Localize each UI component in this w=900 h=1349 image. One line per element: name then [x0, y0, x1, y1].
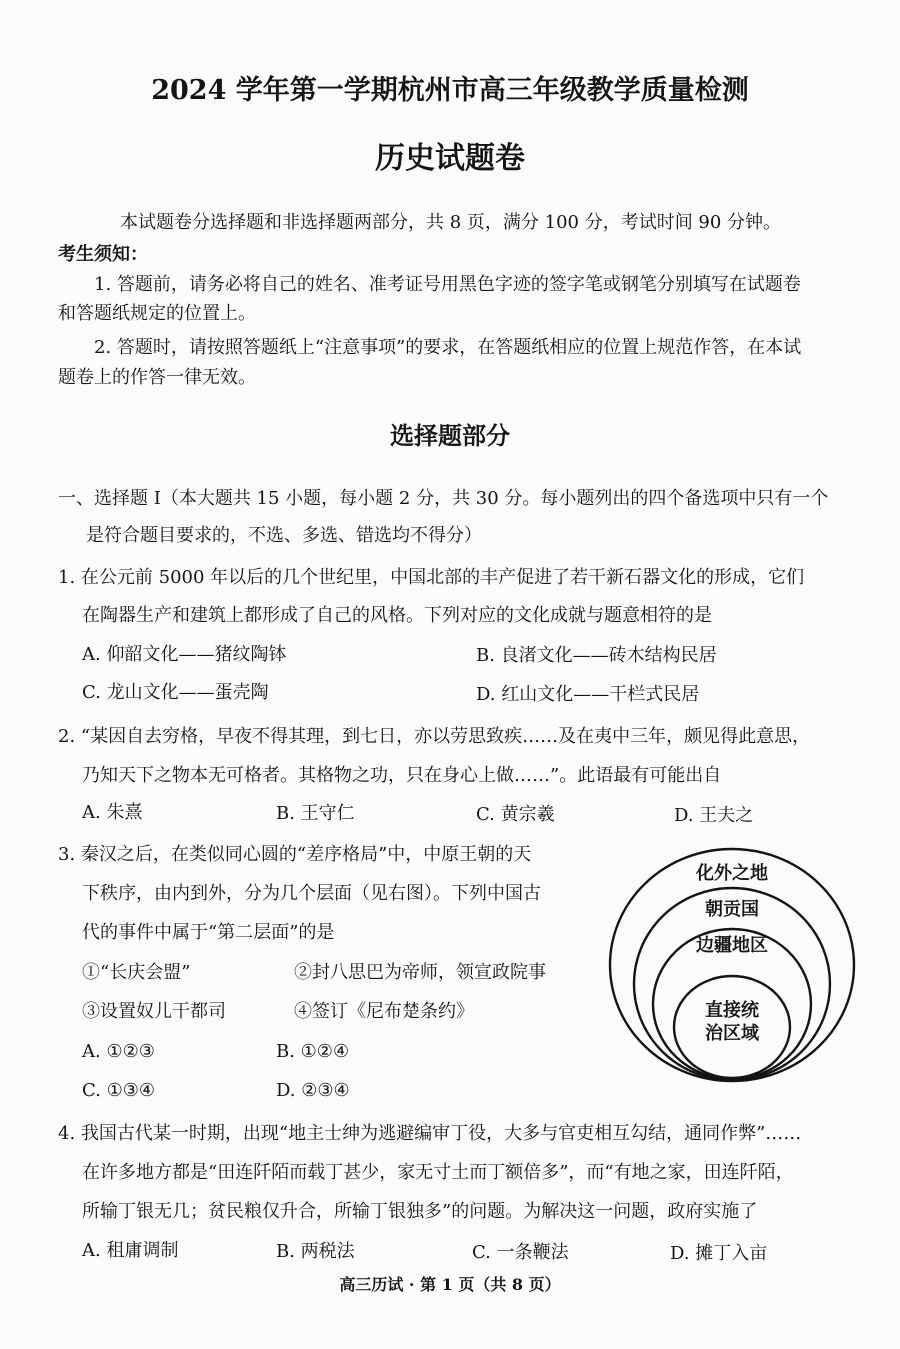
- q4-stem-line3: 所输丁银无几；贫民粮仅升合，所输丁银独多”的问题。为解决这一问题，政府实施了: [82, 1201, 758, 1222]
- q3-option-b: B. ①②④: [276, 1041, 350, 1062]
- q1-stem-line1: 1. 在公元前 5000 年以后的几个世纪里，中国北部的丰产促进了若干新石器文化的形成，它们: [58, 567, 805, 588]
- part1-instructions-line2: 是符合题目要求的，不选、多选、错选均不得分）: [86, 525, 482, 546]
- concentric-order-diagram: [606, 845, 858, 1085]
- label-core-line2: 治区域: [705, 1023, 759, 1044]
- label-ring-2: 朝贡国: [705, 899, 759, 920]
- q1-option-d: D. 红山文化——干栏式民居: [476, 684, 700, 705]
- q2-option-a: A. 朱熹: [82, 802, 143, 823]
- q3-option-c: C. ①③④: [82, 1080, 155, 1101]
- q1-option-c: C. 龙山文化——蛋壳陶: [82, 682, 269, 703]
- label-ring-3: 边疆地区: [696, 935, 768, 956]
- notice-heading: 考生须知：: [58, 244, 148, 265]
- subject-title: 历史试题卷: [375, 141, 525, 176]
- exam-title: 2024 学年第一学期杭州市高三年级教学质量检测: [151, 75, 749, 106]
- q1-stem-line2: 在陶器生产和建筑上都形成了自己的风格。下列对应的文化成就与题意相符的是: [82, 605, 712, 626]
- notice-1-line2: 和答题纸规定的位置上。: [58, 303, 256, 324]
- q3-item-2: ②封八思巴为帝师，领宣政院事: [294, 962, 546, 983]
- exam-summary: 本试题卷分选择题和非选择题两部分，共 8 页，满分 100 分，考试时间 90 分钟。: [120, 212, 782, 233]
- q4-stem-line2: 在许多地方都是“田连阡陌而载丁甚少，家无寸土而丁额倍多”，而“有地之家，田连阡陌，: [82, 1162, 794, 1183]
- section-heading: 选择题部分: [390, 421, 510, 450]
- notice-1-line1: 1. 答题前，请务必将自己的姓名、准考证号用黑色字迹的签字笔或钢笔分别填写在试题卷: [94, 274, 801, 295]
- q3-item-3: ③设置奴儿干都司: [82, 1001, 226, 1022]
- q3-stem-line2: 下秩序，由内到外，分为几个层面（见右图）。下列中国古: [82, 883, 541, 904]
- part1-instructions-line1: 一、选择题 Ⅰ（本大题共 15 小题，每小题 2 分，共 30 分。每小题列出的四个备选项中只有一个: [58, 488, 829, 509]
- label-core-line1: 直接统: [705, 1000, 759, 1021]
- q3-option-d: D. ②③④: [276, 1080, 350, 1101]
- q1-option-b: B. 良渚文化——砖木结构民居: [476, 645, 717, 666]
- q2-option-d: D. 王夫之: [674, 805, 754, 826]
- q1-option-a: A. 仰韶文化——猪纹陶钵: [82, 644, 287, 665]
- q4-option-d: D. 摊丁入亩: [670, 1243, 768, 1264]
- q2-option-b: B. 王守仁: [276, 803, 355, 824]
- notice-2-line2: 题卷上的作答一律无效。: [58, 367, 256, 388]
- q2-stem-line2: 乃知天下之物本无可格者。其格物之功，只在身心上做……”。此语最有可能出自: [82, 765, 722, 786]
- q2-stem-line1: 2. “某因自去穷格，早夜不得其理，到七日，亦以劳思致疾……及在夷中三年，颇见得此意思，: [58, 726, 811, 747]
- q3-stem-line3: 代的事件中属于“第二层面”的是: [82, 922, 335, 943]
- q4-stem-line1: 4. 我国古代某一时期，出现“地主士绅为逃避编审丁役，大多与官吏相互勾结，通同作弊”……: [58, 1123, 802, 1144]
- q2-option-c: C. 黄宗羲: [476, 804, 555, 825]
- page-footer: 高三历试 · 第 1 页（共 8 页）: [339, 1275, 561, 1294]
- q4-option-b: B. 两税法: [276, 1241, 355, 1262]
- q3-stem-line1: 3. 秦汉之后，在类似同心圆的“差序格局”中，中原王朝的天: [58, 844, 532, 865]
- label-outer: 化外之地: [696, 863, 768, 884]
- notice-2-line1: 2. 答题时，请按照答题纸上“注意事项”的要求，在答题纸相应的位置上规范作答，在本试: [94, 337, 802, 358]
- q3-item-4: ④签订《尼布楚条约》: [294, 1001, 474, 1022]
- q3-option-a: A. ①②③: [82, 1041, 155, 1062]
- q3-item-1: ①“长庆会盟”: [82, 962, 191, 983]
- q4-option-c: C. 一条鞭法: [472, 1242, 569, 1263]
- q4-option-a: A. 租庸调制: [82, 1240, 179, 1261]
